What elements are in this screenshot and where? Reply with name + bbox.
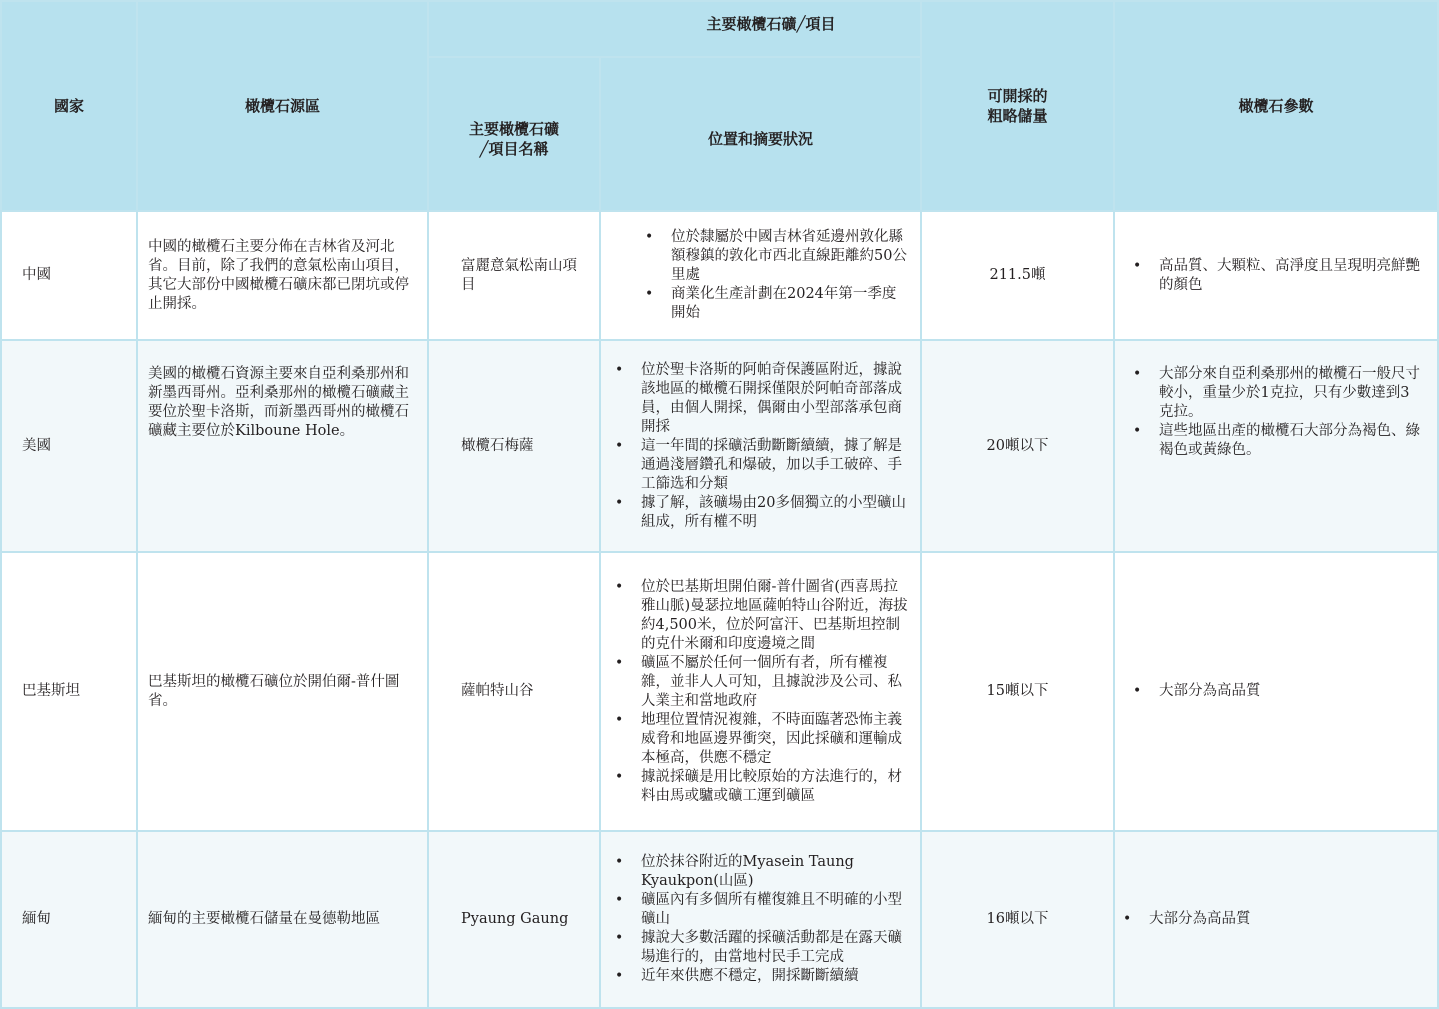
row-china-mine: 富麗意氣松南山項目 xyxy=(427,210,601,341)
row-myanmar-status xyxy=(599,830,922,1009)
row-china-source: 中國的橄欖石主要分佈在吉林省及河北省。目前，除了我們的意氣松南山項目，其它大部份中國橄欖石礦床都已閉坑或停止開採。 xyxy=(136,210,429,341)
row-china-country: 中國 xyxy=(0,210,138,341)
row-usa-country: 美國 xyxy=(0,339,138,553)
header-location-status: 位置和摘要狀況 xyxy=(599,56,922,212)
params-list xyxy=(1129,682,1261,701)
row-pakistan-mine: 薩帕特山谷 xyxy=(427,551,601,832)
status-item: • 近年來供應不穩定，開採斷斷續續 xyxy=(641,967,908,986)
header-group-title: 主要橄欖石礦╱項目 xyxy=(427,0,1115,58)
row-china-params xyxy=(1113,210,1439,341)
row-myanmar-mine: Pyaung Gaung xyxy=(427,830,601,1009)
row-usa-params xyxy=(1113,339,1439,553)
param-item: • 高品質、大顆粒、高淨度且呈現明亮鮮艷的顏色 xyxy=(1159,257,1421,295)
param-item: • 這些地區出產的橄欖石大部分為褐色、綠褐色或黃綠色。 xyxy=(1159,422,1421,460)
status-item: • 這一年間的採礦活動斷斷續續，據了解是通過淺層鑽孔和爆破，加以手工破碎、手工篩选和分類 xyxy=(641,437,908,494)
status-item: • 地理位置情況複雜，不時面臨著恐怖主義威脅和地區邊界衝突，因此採礦和運輸成本極高，供應不穩定 xyxy=(641,711,908,768)
row-pakistan-reserves: 15噸以下 xyxy=(920,551,1115,832)
row-china-reserves: 211.5噸 xyxy=(920,210,1115,341)
status-list xyxy=(611,853,908,986)
params-list xyxy=(1129,257,1421,295)
header-country: 國家 xyxy=(0,0,138,212)
params-list xyxy=(1129,365,1421,460)
row-china-status xyxy=(599,210,922,341)
param-item: • 大部分來自亞利桑那州的橄欖石一般尺寸較小，重量少於1克拉，只有少數達到3克拉。 xyxy=(1159,365,1421,422)
header-parameters: 橄欖石參數 xyxy=(1113,0,1439,212)
status-item: • 據說大多數活躍的採礦活動都是在露天礦場進行的，由當地村民手工完成 xyxy=(641,929,908,967)
row-usa-reserves: 20噸以下 xyxy=(920,339,1115,553)
status-item: • 位於巴基斯坦開伯爾-普什圖省(西喜馬拉雅山脈)曼瑟拉地區薩帕特山谷附近，海拔約4,500米，位於阿富汗、巴基斯坦控制的克什米爾和印度邊境之間 xyxy=(641,578,908,654)
row-myanmar-params xyxy=(1113,830,1439,1009)
status-item: • 位於聖卡洛斯的阿帕奇保護區附近，據說該地區的橄欖石開採僅限於阿帕奇部落成員，由個人開採，偶爾由小型部落承包商開採 xyxy=(641,361,908,437)
row-myanmar-country: 緬甸 xyxy=(0,830,138,1009)
param-item: • 大部分為高品質 xyxy=(1159,682,1261,701)
header-mine-name: 主要橄欖石礦 ╱項目名稱 xyxy=(427,56,601,212)
status-item: • 商業化生產計劃在2024年第一季度開始 xyxy=(671,285,908,323)
status-list xyxy=(641,228,908,323)
status-list xyxy=(611,578,908,806)
row-usa-mine: 橄欖石梅薩 xyxy=(427,339,601,553)
header-reserves: 可開採的 粗略儲量 xyxy=(920,0,1115,212)
status-item: • 據了解，該礦場由20多個獨立的小型礦山組成，所有權不明 xyxy=(641,494,908,532)
row-myanmar-reserves: 16噸以下 xyxy=(920,830,1115,1009)
row-pakistan-params xyxy=(1113,551,1439,832)
status-item: • 據説採礦是用比較原始的方法進行的，材料由馬或驢或礦工運到礦區 xyxy=(641,768,908,806)
status-list xyxy=(611,361,908,532)
row-usa-status xyxy=(599,339,922,553)
status-item: • 礦區不屬於任何一個所有者，所有權複雜，並非人人可知，且據說涉及公司、私人業主和當地政府 xyxy=(641,654,908,711)
row-pakistan-status xyxy=(599,551,922,832)
param-item: • 大部分為高品質 xyxy=(1149,910,1251,929)
status-item: • 礦區內有多個所有權復雜且不明確的小型礦山 xyxy=(641,891,908,929)
header-source-region: 橄欖石源區 xyxy=(136,0,429,212)
row-usa-source: 美國的橄欖石資源主要來自亞利桑那州和新墨西哥州。亞利桑那州的橄欖石礦藏主要位於聖卡洛斯，而新墨西哥州的橄欖石礦藏主要位於Kilboune Hole。 xyxy=(136,339,429,553)
row-myanmar-source: 緬甸的主要橄欖石儲量在曼德勒地區 xyxy=(136,830,429,1009)
status-item: • 位於抹谷附近的Myasein Taung Kyaukpon(山區) xyxy=(641,853,908,891)
params-list xyxy=(1119,910,1251,929)
row-pakistan-country: 巴基斯坦 xyxy=(0,551,138,832)
row-pakistan-source: 巴基斯坦的橄欖石礦位於開伯爾-普什圖省。 xyxy=(136,551,429,832)
status-item: • 位於隸屬於中國吉林省延邊州敦化縣額穆鎮的敦化市西北直線距離約50公里處 xyxy=(671,228,908,285)
